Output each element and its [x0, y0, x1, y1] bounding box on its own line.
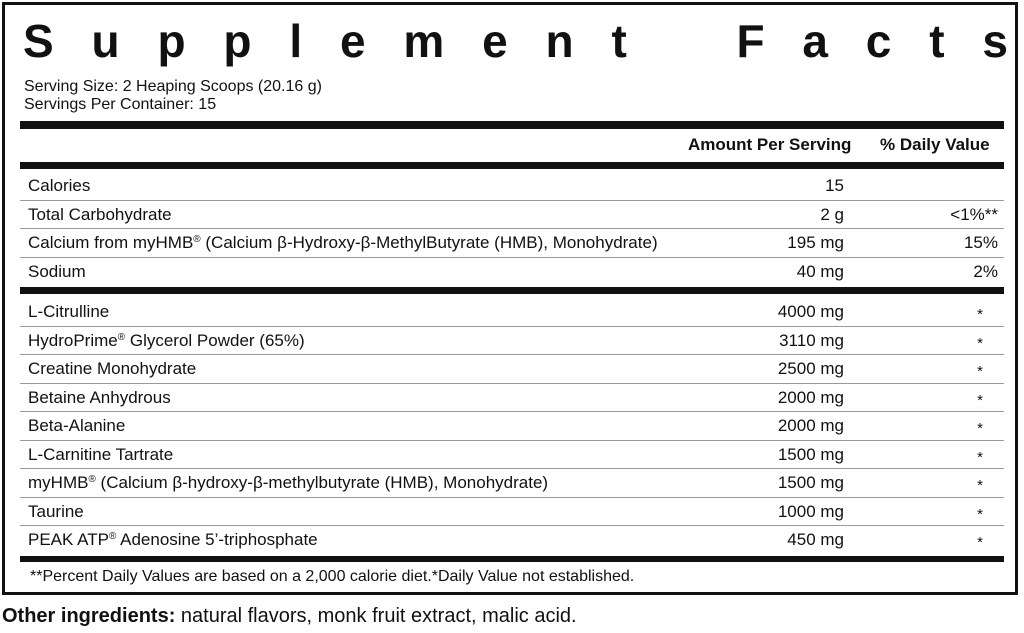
servings-per-container: Servings Per Container: 15 [24, 96, 217, 113]
row-name [28, 176, 90, 196]
daily-value-header: % Daily Value [880, 135, 990, 154]
title-letter: l [289, 15, 303, 67]
table-row [20, 469, 1004, 497]
row-daily-value: * [977, 420, 983, 437]
row-name-text: Beta-Alanine [28, 416, 126, 435]
table-row [20, 229, 1004, 257]
row-name-detail: (Calcium β-hydroxy-β-methylbutyrate (HMB), Monohydrate) [95, 473, 549, 492]
row-name-text: Calcium from myHMB [28, 233, 194, 252]
title-letter: e [339, 15, 366, 67]
title-letter: t [929, 15, 945, 67]
row-name-text: Creatine Monohydrate [28, 359, 197, 378]
row-amount: 15 [825, 176, 844, 195]
table-row [20, 201, 1004, 229]
title-letter: n [545, 15, 574, 67]
row-name-text: PEAK ATP [28, 530, 109, 549]
registered-mark: ® [193, 234, 201, 245]
row-amount: 1500 mg [777, 473, 844, 492]
title-letter: c [865, 15, 892, 67]
other-ingredients-text: natural flavors, monk fruit extract, malic acid. [175, 605, 577, 627]
row-daily-value: * [977, 505, 983, 523]
thick-divider [20, 162, 1004, 169]
row-name [28, 233, 658, 253]
table-row [20, 298, 1004, 326]
row-amount: 2000 mg [777, 387, 844, 407]
row-amount: 450 mg [787, 530, 844, 549]
thick-divider [20, 121, 1004, 129]
title-letter: e [482, 15, 508, 67]
row-name-text: L-Citrulline [28, 302, 110, 321]
title-letter: t [611, 15, 627, 67]
serving-size: Serving Size: 2 Heaping Scoops (20.16 g) [24, 78, 322, 95]
row-daily-value: * [977, 334, 983, 352]
title-letter: m [403, 15, 445, 67]
row-name [28, 262, 86, 282]
row-amount: 2500 mg [777, 359, 844, 378]
table-row [20, 384, 1004, 412]
row-name [28, 502, 84, 522]
row-name-text: HydroPrime [28, 330, 118, 350]
title-letter: s [982, 15, 1008, 67]
row-daily-value: * [977, 477, 983, 494]
row-name-text: Sodium [28, 261, 86, 281]
row-name [28, 388, 171, 408]
other-ingredients-label: Other ingredients: [2, 605, 176, 627]
row-name-detail: (Calcium β-Hydroxy-β-MethylButyrate (HMB), Monohydrate) [200, 233, 658, 252]
row-amount: 1000 mg [777, 501, 844, 521]
row-name-text: L-Carnitine Tartrate [28, 444, 174, 464]
row-name-text: Taurine [28, 501, 84, 521]
row-name [28, 445, 173, 465]
amount-per-serving-header: Amount Per Serving [688, 135, 852, 154]
table-row [20, 258, 1004, 286]
row-name-text: Calories [28, 176, 91, 195]
row-daily-value: <1%** [950, 204, 998, 224]
title-letter: p [223, 15, 252, 67]
title-letter: u [91, 15, 120, 67]
row-daily-value: * [977, 448, 983, 466]
thick-divider [20, 556, 1004, 562]
table-row [20, 327, 1004, 355]
table-row [20, 526, 1004, 554]
row-name-text: Betaine Anhydrous [28, 387, 171, 407]
row-name [28, 205, 172, 225]
row-name [28, 331, 305, 351]
row-name-detail: Adenosine 5’-triphosphate [116, 530, 318, 549]
row-name [28, 359, 196, 379]
row-name-text: myHMB [28, 473, 89, 492]
row-amount: 2 g [820, 204, 844, 224]
row-daily-value: 15% [963, 233, 998, 252]
row-daily-value: 2% [973, 261, 998, 281]
row-amount: 2000 mg [777, 416, 844, 435]
footnote: **Percent Daily Values are based on a 2,000 calorie diet.*Daily Value not established. [30, 568, 635, 585]
row-name [28, 530, 318, 550]
row-daily-value: * [977, 363, 983, 380]
title-letter: F [736, 15, 765, 67]
table-row [20, 355, 1004, 383]
panel-title [23, 15, 1008, 67]
title-letter: S [23, 15, 54, 67]
row-name-text: Total Carbohydrate [28, 204, 172, 224]
registered-mark: ® [88, 474, 96, 485]
other-ingredients [2, 604, 577, 628]
row-amount: 4000 mg [777, 302, 844, 321]
row-amount: 40 mg [796, 261, 844, 281]
row-daily-value: * [977, 534, 983, 551]
row-name [28, 473, 548, 493]
row-name-detail: Glycerol Powder (65%) [125, 330, 305, 350]
row-name [28, 416, 125, 436]
registered-mark: ® [108, 531, 117, 542]
row-name [28, 302, 109, 322]
row-daily-value: * [977, 306, 983, 323]
registered-mark: ® [117, 331, 126, 343]
table-row [20, 172, 1004, 200]
row-daily-value: * [977, 391, 983, 409]
title-letter: p [157, 15, 186, 67]
table-row [20, 412, 1004, 440]
table-row [20, 498, 1004, 526]
row-amount: 195 mg [787, 233, 844, 252]
row-amount: 1500 mg [777, 444, 844, 464]
table-row [20, 441, 1004, 469]
title-letter: a [802, 15, 828, 67]
row-amount: 3110 mg [779, 330, 844, 350]
thick-divider [20, 287, 1004, 294]
